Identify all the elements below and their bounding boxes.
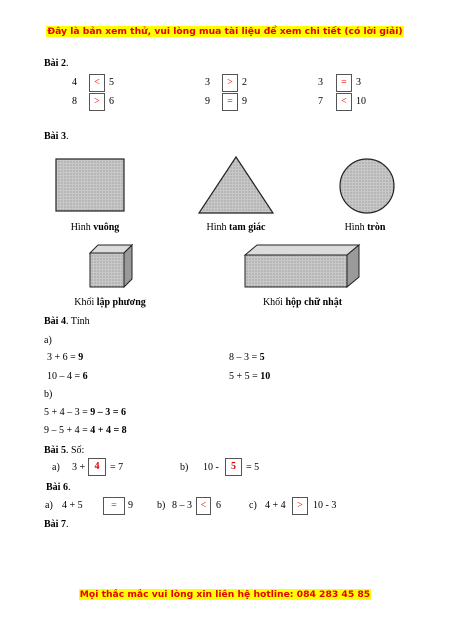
bai6-b-left: 8 – 3 [172, 500, 192, 511]
math-line [47, 352, 83, 363]
circle-shape-icon [338, 156, 396, 216]
answer: 9 [78, 352, 84, 363]
cmp-right: 2 [242, 77, 247, 88]
cmp-sign-box[interactable]: = [222, 93, 238, 111]
cmp-right: 5 [109, 77, 114, 88]
bai5-a-answer-box[interactable]: 4 [88, 458, 106, 476]
cmp-right: 9 [242, 96, 247, 107]
cmp-right: 6 [109, 96, 114, 107]
bai2-title: Bài 2 [44, 58, 66, 69]
bai5-b-before: 10 - [203, 462, 219, 473]
answer: 5 [259, 352, 265, 363]
bai4-part-a: a) [44, 335, 52, 346]
shape-prefix: Khối [74, 297, 97, 308]
answer: 10 [260, 371, 271, 382]
math-line [44, 407, 126, 418]
expression: 5 + 4 – 3 = [44, 407, 91, 418]
shape-prefix: Hình [344, 222, 368, 233]
shape-name: tròn [367, 222, 386, 233]
shape-prefix: Hình [206, 222, 230, 233]
shape-prefix: Khối [262, 297, 286, 308]
bai6-a-sign-box[interactable]: = [103, 497, 125, 515]
footer-banner-text: Mọi thắc mắc vui lòng xin liên hệ hotline: 084 283 45 85 [79, 589, 371, 600]
bai7-title: Bài 7 [44, 519, 66, 530]
expression: 8 – 3 = [229, 352, 260, 363]
bai5-a-label: a) [52, 462, 60, 473]
cube-shape-icon [88, 243, 136, 289]
shape-name: hộp chữ nhật [285, 297, 343, 308]
cmp-right: 10 [356, 96, 366, 107]
bai5-a-after: = 7 [110, 462, 124, 473]
expression: 3 + 6 = [47, 352, 79, 363]
expression: 9 – 5 + 4 = [44, 425, 91, 436]
shape-label [196, 222, 276, 233]
math-line [229, 371, 270, 382]
shape-name: tam giác [229, 222, 266, 233]
bai6-a-label: a) [45, 500, 53, 511]
bai6-c-right: 10 - 3 [313, 500, 337, 511]
shape-label [330, 222, 400, 233]
bai5-heading [44, 445, 84, 456]
bai4-heading [44, 316, 90, 327]
bai6-dot: . [67, 482, 71, 493]
bai7-dot: . [65, 519, 69, 530]
header-banner [0, 26, 450, 37]
bai2-heading [44, 58, 68, 69]
bai5-b-answer-box[interactable]: 5 [225, 458, 242, 476]
bai6-b-sign-box[interactable]: < [196, 497, 211, 515]
bai6-a-right: 9 [128, 500, 133, 511]
shape-label [60, 297, 160, 308]
math-line [229, 352, 265, 363]
shape-label [60, 222, 130, 233]
bai6-b-label: b) [157, 500, 166, 511]
header-banner-text: Đây là bản xem thử, vui lòng mua tài liệu để xem chi tiết (có lời giải) [47, 26, 403, 37]
answer: 9 – 3 = 6 [90, 407, 126, 418]
bai6-a-left: 4 + 5 [62, 500, 83, 511]
answer: 6 [82, 371, 88, 382]
cmp-left: 9 [205, 96, 210, 107]
math-line [47, 371, 88, 382]
bai6-c-sign-box[interactable]: > [292, 497, 308, 515]
bai6-c-label: c) [249, 500, 257, 511]
triangle-shape-icon [197, 155, 275, 217]
bai3-dot: . [65, 131, 69, 142]
cmp-left: 8 [72, 96, 77, 107]
cuboid-shape-icon [243, 243, 361, 289]
shape-name: lập phương [96, 297, 146, 308]
bai5-b-label: b) [180, 462, 189, 473]
cmp-left: 7 [318, 96, 323, 107]
cmp-sign-box[interactable]: < [89, 74, 105, 92]
cmp-sign-box[interactable]: < [336, 93, 352, 111]
bai6-heading [46, 482, 70, 493]
bai5-title: Bài 5 [44, 445, 66, 456]
expression: 5 + 5 = [229, 371, 261, 382]
bai6-title: Bài 6 [46, 482, 68, 493]
cmp-sign-box[interactable]: > [89, 93, 105, 111]
bai6-c-left: 4 + 4 [265, 500, 286, 511]
shape-label [245, 297, 360, 308]
bai2-dot: . [65, 58, 69, 69]
bai4-part-b: b) [44, 389, 53, 400]
bai4-title: Bài 4 [44, 316, 66, 327]
square-shape-icon [55, 158, 127, 214]
cmp-left: 4 [72, 77, 77, 88]
math-line [44, 425, 127, 436]
bai7-heading [44, 519, 68, 530]
expression: 10 – 4 = [47, 371, 83, 382]
bai4-instruction: . Tính [65, 316, 90, 327]
answer: 4 + 4 = 8 [90, 425, 127, 436]
cmp-right: 3 [356, 77, 361, 88]
bai5-instruction: . Số: [65, 445, 85, 456]
bai6-b-right: 6 [216, 500, 221, 511]
bai3-heading [44, 131, 68, 142]
cmp-left: 3 [318, 77, 323, 88]
shape-name: vuông [93, 222, 120, 233]
cmp-sign-box[interactable]: = [336, 74, 352, 92]
shape-prefix: Hình [70, 222, 94, 233]
bai3-title: Bài 3 [44, 131, 66, 142]
footer-banner [0, 589, 450, 600]
cmp-left: 3 [205, 77, 210, 88]
bai5-a-before: 3 + [72, 462, 86, 473]
cmp-sign-box[interactable]: > [222, 74, 238, 92]
bai5-b-after: = 5 [246, 462, 260, 473]
